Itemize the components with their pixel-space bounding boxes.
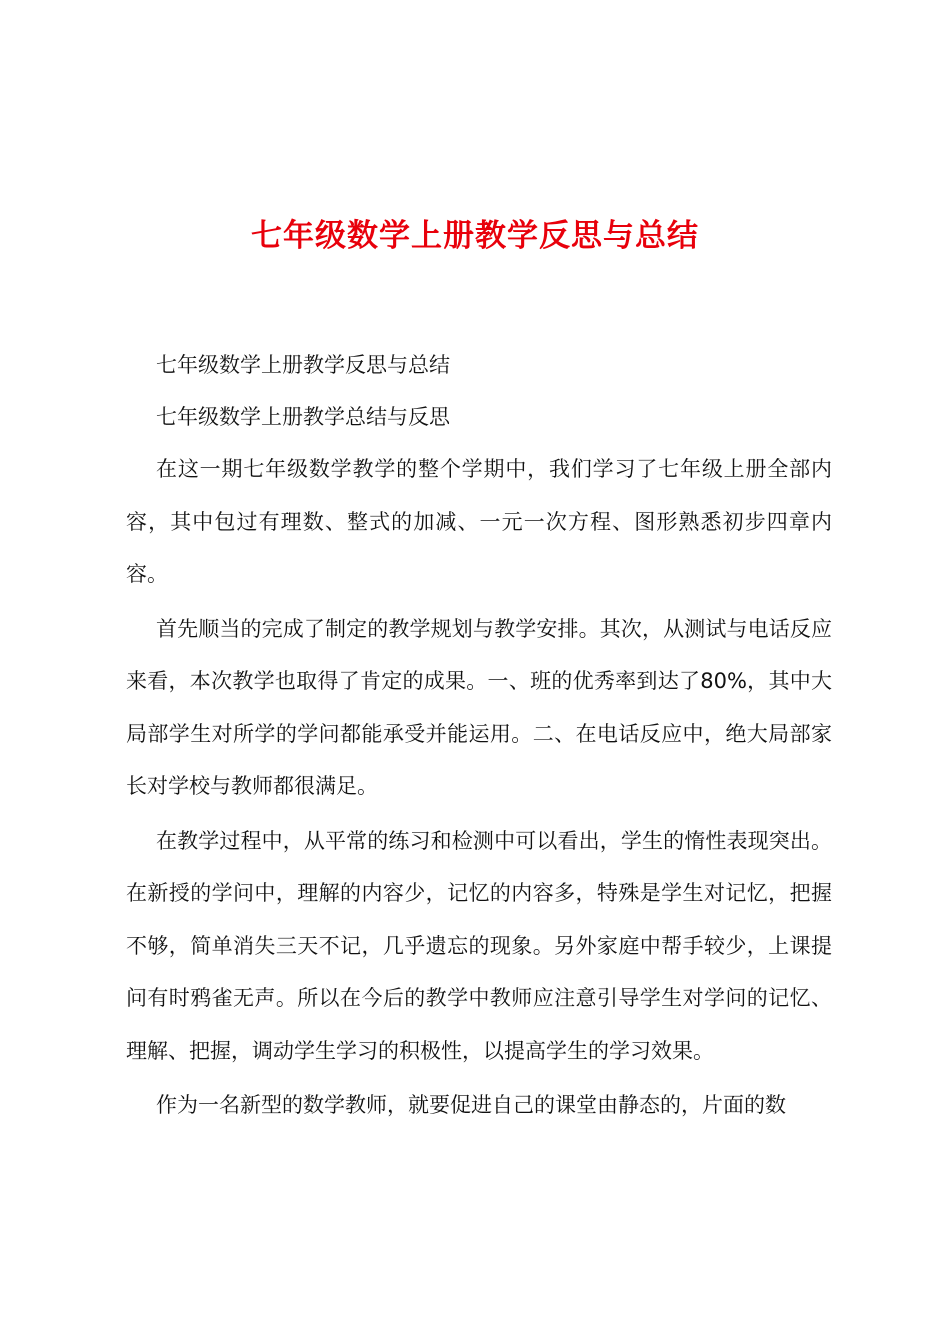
paragraph-results: 首先顺当的完成了制定的教学规划与教学安排。其次，从测试与电话反应来看，本次教学也取得了肯定的成果。一、班的优秀率到达了80%，其中大局部学生对所学的学问都能承受并能运用。二、在电话反应中，绝大局部家长对学校与教师都很满足。 [126, 616, 832, 798]
document-title: 七年级数学上册教学反思与总结 [251, 218, 699, 254]
document-body [126, 339, 832, 1132]
paragraph-teacher-role: 作为一名新型的数学教师，就要促进自己的课堂由静态的，片面的数 [156, 1093, 786, 1117]
heading-line-1: 七年级数学上册教学反思与总结 [156, 353, 450, 377]
paragraph-intro: 在这一期七年级数学教学的整个学期中，我们学习了七年级上册全部内容，其中包过有理数、整式的加减、一元一次方程、图形熟悉初步四章内容。 [126, 457, 832, 586]
paragraph-problems: 在教学过程中，从平常的练习和检测中可以看出，学生的惰性表现突出。在新授的学问中，理解的内容少，记忆的内容多，特殊是学生对记忆，把握不够，简单消失三天不记，几乎遗忘的现象。另外家庭中帮手较少，上课提问有时鸦雀无声。所以在今后的教学中教师应注意引导学生对学问的记忆、理解、把握，调动学生学习的积极性，以提高学生的学习效果。 [126, 828, 832, 1063]
heading-line-2: 七年级数学上册教学总结与反思 [156, 405, 450, 429]
